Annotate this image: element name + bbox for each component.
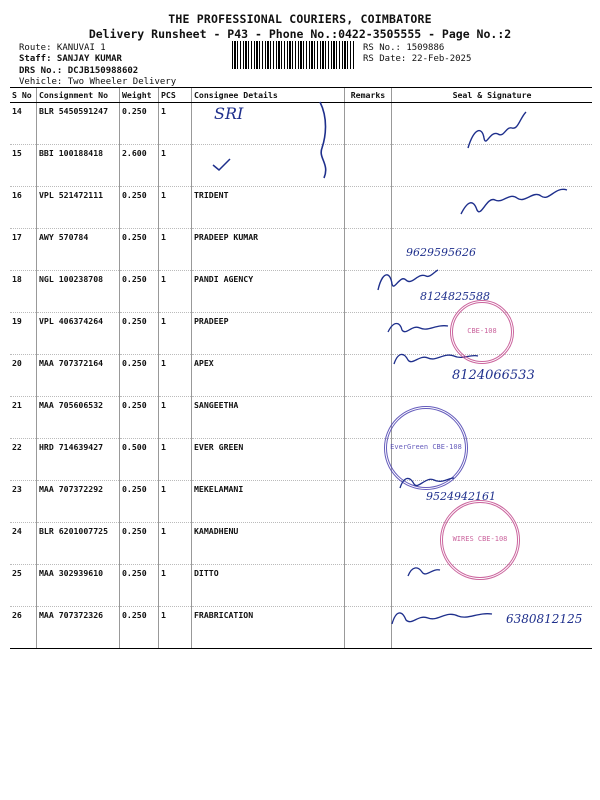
table-row: [10, 229, 592, 271]
cell-consignee: KAMADHENU: [192, 523, 345, 565]
cell-consignee: EVER GREEN: [192, 439, 345, 481]
cell-consignment: MAA 707372292: [37, 481, 120, 523]
evergreen-stamp: EverGreen CBE-108: [384, 406, 468, 490]
cell-remarks: [345, 145, 392, 187]
table-row: [10, 397, 592, 439]
cell-sno: 14: [10, 103, 37, 145]
cell-sno: 23: [10, 481, 37, 523]
cell-consignment: BLR 6201007725: [37, 523, 120, 565]
table-row: [10, 439, 592, 481]
cell-sno: 15: [10, 145, 37, 187]
company-title: THE PROFESSIONAL COURIERS, COIMBATORE: [168, 12, 432, 26]
cell-consignment: MAA 707372326: [37, 607, 120, 649]
signature-row-16: [455, 178, 575, 222]
cell-pcs: 1: [159, 355, 192, 397]
col-header-weight: Weight: [120, 88, 159, 103]
cell-weight: 0.250: [120, 229, 159, 271]
cell-weight: 0.250: [120, 313, 159, 355]
cell-sno: 20: [10, 355, 37, 397]
cell-remarks: [345, 565, 392, 607]
cell-sno: 26: [10, 607, 37, 649]
cell-consignment: MAA 302939610: [37, 565, 120, 607]
cell-pcs: 1: [159, 103, 192, 145]
cell-consignment: VPL 521472111: [37, 187, 120, 229]
runsheet-subtitle: Delivery Runsheet - P43 - Phone No.:0422-3505555 - Page No.:2: [88, 27, 512, 41]
handwritten-phone-20: 8124066533: [452, 368, 535, 383]
cell-pcs: 1: [159, 229, 192, 271]
cell-remarks: [345, 481, 392, 523]
cell-consignee: SANGEETHA: [192, 397, 345, 439]
route-label: Route: KANUVAI 1: [19, 43, 106, 53]
cell-consignee: PRADEEP KUMAR: [192, 229, 345, 271]
handwritten-phone-18: 8124825588: [420, 290, 490, 303]
barcode-image: [232, 41, 354, 69]
cell-remarks: [345, 103, 392, 145]
cell-consignment: AWY 570784: [37, 229, 120, 271]
handwritten-phone-17: 9629595626: [406, 246, 476, 259]
signature-row-26: [388, 604, 498, 630]
cell-weight: 0.250: [120, 481, 159, 523]
rs-date: RS Date: 22-Feb-2025: [363, 54, 472, 64]
cell-pcs: 1: [159, 187, 192, 229]
cell-consignment: HRD 714639427: [37, 439, 120, 481]
cell-consignment: MAA 705606532: [37, 397, 120, 439]
handwritten-tick-mark: [210, 156, 234, 172]
signature-row-18: [372, 262, 442, 298]
table-row: [10, 607, 592, 649]
pink-round-stamp: CBE-108: [450, 300, 514, 364]
cell-sno: 25: [10, 565, 37, 607]
cell-pcs: 1: [159, 607, 192, 649]
wires-stamp: WIRES CBE-108: [440, 500, 520, 580]
cell-remarks: [345, 397, 392, 439]
cell-sno: 22: [10, 439, 37, 481]
cell-pcs: 1: [159, 481, 192, 523]
signature-row-14: [460, 108, 530, 160]
cell-sno: 21: [10, 397, 37, 439]
staff-label: Staff: SANJAY KUMAR: [19, 54, 122, 64]
cell-consignment: VPL 406374264: [37, 313, 120, 355]
col-header-consignment: Consignment No: [37, 88, 120, 103]
cell-weight: 0.250: [120, 355, 159, 397]
cell-weight: 0.250: [120, 523, 159, 565]
col-header-sno: S No: [10, 88, 37, 103]
cell-pcs: 1: [159, 271, 192, 313]
cell-weight: 2.600: [120, 145, 159, 187]
cell-sno: 19: [10, 313, 37, 355]
cell-sno: 17: [10, 229, 37, 271]
col-header-consignee: Consignee Details: [192, 88, 345, 103]
handwritten-bracket-mark: [300, 98, 340, 182]
table-row: [10, 271, 592, 313]
cell-weight: 0.250: [120, 103, 159, 145]
cell-consignee: APEX: [192, 355, 345, 397]
cell-weight: 0.250: [120, 187, 159, 229]
handwritten-phone-23: 9524942161: [426, 490, 496, 503]
col-header-remarks: Remarks: [345, 88, 392, 103]
cell-consignee: PRADEEP: [192, 313, 345, 355]
cell-consignee: PANDI AGENCY: [192, 271, 345, 313]
vehicle-label: Vehicle: Two Wheeler Delivery: [19, 77, 177, 87]
cell-pcs: 1: [159, 523, 192, 565]
cell-consignee: MEKELAMANI: [192, 481, 345, 523]
cell-sno: 16: [10, 187, 37, 229]
rs-number: RS No.: 1509886: [363, 43, 445, 53]
cell-sno: 24: [10, 523, 37, 565]
cell-pcs: 1: [159, 145, 192, 187]
handwritten-phone-26: 6380812125: [506, 612, 583, 626]
drs-number: DRS No.: DCJB150988602: [19, 66, 139, 76]
cell-sno: 18: [10, 271, 37, 313]
cell-pcs: 1: [159, 439, 192, 481]
cell-pcs: 1: [159, 313, 192, 355]
col-header-pcs: PCS: [159, 88, 192, 103]
cell-remarks: [345, 607, 392, 649]
cell-consignment: MAA 707372164: [37, 355, 120, 397]
cell-consignee: DITTO: [192, 565, 345, 607]
cell-consignee: FRABRICATION: [192, 607, 345, 649]
col-header-seal: Seal & Signature: [392, 88, 593, 103]
cell-remarks: [345, 187, 392, 229]
cell-consignee: TRIDENT: [192, 187, 345, 229]
handwritten-sri: SRI: [214, 104, 244, 123]
cell-pcs: 1: [159, 397, 192, 439]
cell-remarks: [345, 355, 392, 397]
cell-weight: 0.250: [120, 271, 159, 313]
cell-remarks: [345, 523, 392, 565]
cell-consignment: BBI 100188418: [37, 145, 120, 187]
cell-pcs: 1: [159, 565, 192, 607]
signature-row-25: [404, 562, 444, 582]
cell-weight: 0.500: [120, 439, 159, 481]
cell-weight: 0.250: [120, 607, 159, 649]
cell-consignment: BLR 5450591247: [37, 103, 120, 145]
signature-row-19: [384, 316, 454, 340]
cell-consignment: NGL 100238708: [37, 271, 120, 313]
cell-weight: 0.250: [120, 397, 159, 439]
cell-weight: 0.250: [120, 565, 159, 607]
